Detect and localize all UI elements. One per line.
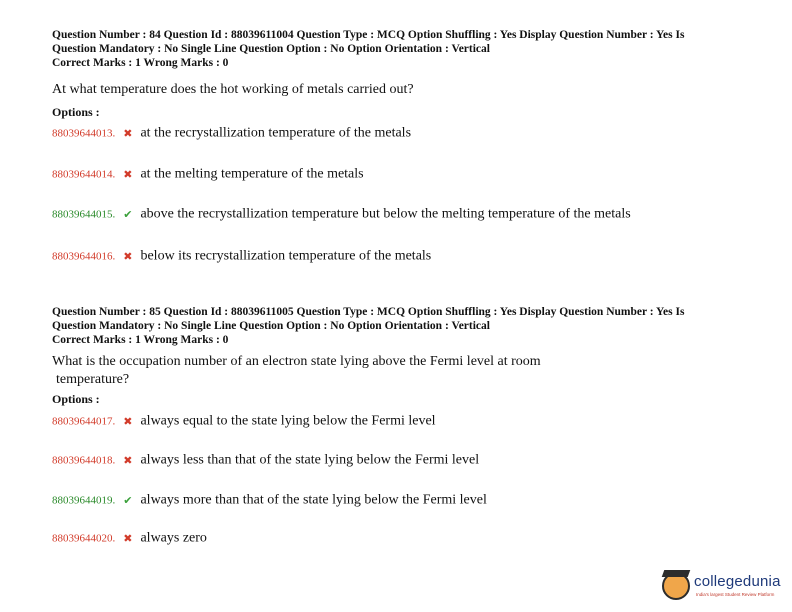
q84-option-4: [52, 247, 431, 265]
cross-icon: ✖: [123, 249, 133, 263]
cross-icon: ✖: [123, 126, 133, 140]
logo-tagline: India's largest Student Review Platform: [696, 592, 775, 597]
collegedunia-logo: [662, 570, 787, 604]
option-id: 88039644013.: [52, 127, 116, 140]
q85-options-label: Options :: [52, 392, 100, 406]
option-text: at the recrystallization temperature of the metals: [140, 125, 412, 141]
option-id: 88039644019.: [52, 494, 116, 507]
cross-icon: ✖: [123, 453, 133, 467]
option-id: 88039644020.: [52, 532, 116, 545]
q84-options-label: Options :: [52, 105, 100, 119]
option-id: 88039644018.: [52, 454, 116, 467]
option-id: 88039644016.: [52, 250, 116, 263]
q84-meta-line2: Question Mandatory : No Single Line Question Option : No Option Orientation : Vertical: [52, 43, 490, 55]
option-id: 88039644017.: [52, 415, 116, 428]
q85-meta-line1: Question Number : 85 Question Id : 88039611005 Question Type : MCQ Option Shuffling : Yes Display Question Number : Yes Is: [52, 306, 685, 318]
q85-meta-line2: Question Mandatory : No Single Line Question Option : No Option Orientation : Vertical: [52, 320, 490, 332]
q84-meta-line1: Question Number : 84 Question Id : 88039611004 Question Type : MCQ Option Shuffling : Yes Display Question Number : Yes Is: [52, 29, 685, 41]
option-text: always equal to the state lying below the Fermi level: [140, 413, 436, 429]
q85-option-1: [52, 412, 436, 430]
cross-icon: ✖: [123, 531, 133, 545]
q84-marks: Correct Marks : 1 Wrong Marks : 0: [52, 57, 229, 69]
logo-name: collegedunia: [694, 573, 781, 590]
q85-question-line2: temperature?: [56, 372, 130, 387]
option-text: below its recrystallization temperature of the metals: [140, 248, 432, 264]
check-icon: ✔: [123, 493, 133, 507]
option-text: at the melting temperature of the metals: [140, 166, 364, 182]
q85-option-4: [52, 529, 207, 547]
q85-meta: [52, 305, 752, 347]
option-text: always more than that of the state lying below the Fermi level: [140, 492, 487, 508]
q85-option-3: [52, 491, 487, 509]
q84-question-text: At what temperature does the hot working of metals carried out?: [52, 82, 414, 97]
option-text: above the recrystallization temperature but below the melting temperature of the metals: [140, 206, 631, 222]
cross-icon: ✖: [123, 414, 133, 428]
option-text: always less than that of the state lying below the Fermi level: [140, 452, 480, 468]
q85-option-2: [52, 451, 479, 469]
logo-cap-shape: [662, 570, 691, 577]
option-text: always zero: [140, 530, 207, 546]
q85-question-text: [52, 353, 612, 389]
option-id: 88039644015.: [52, 208, 116, 221]
check-icon: ✔: [123, 207, 133, 221]
q85-marks: Correct Marks : 1 Wrong Marks : 0: [52, 334, 229, 346]
q84-meta: [52, 28, 752, 70]
q84-option-3: [52, 205, 631, 223]
q85-question-line1: What is the occupation number of an electron state lying above the Fermi level at room: [52, 354, 541, 369]
q84-option-2: [52, 165, 364, 183]
cross-icon: ✖: [123, 167, 133, 181]
q84-option-1: [52, 124, 411, 142]
option-id: 88039644014.: [52, 168, 116, 181]
